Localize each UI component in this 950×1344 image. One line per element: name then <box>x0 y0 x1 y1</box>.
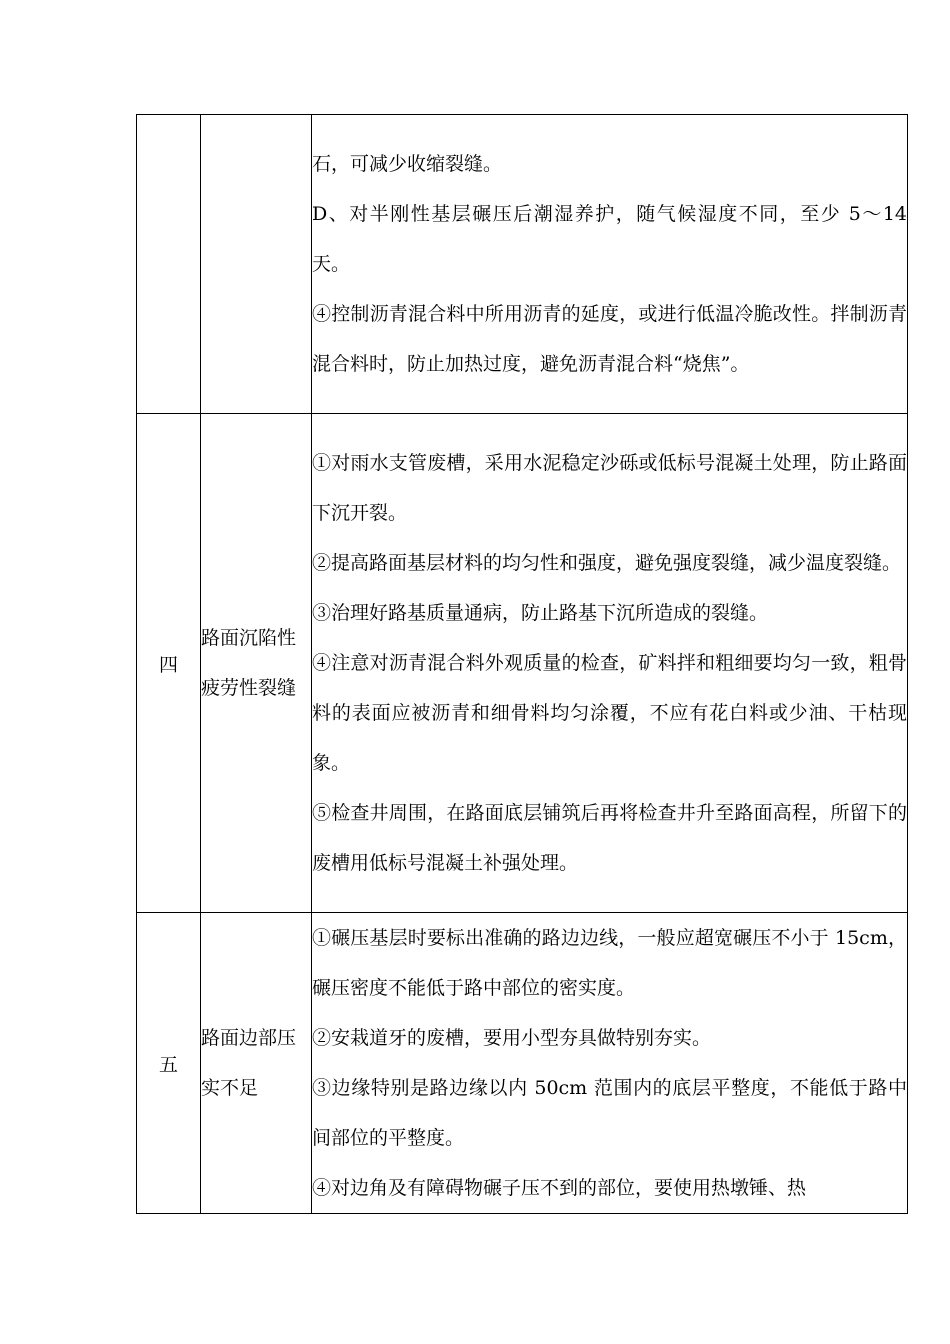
row-number: 五 <box>137 913 201 1214</box>
content-paragraph: ④对边角及有障碍物碾子压不到的部位，要使用热墩锤、热 <box>312 1177 807 1199</box>
content-paragraph: ①碾压基层时要标出准确的路边边线，一般应超宽碾压不小于 15cm，碾压密度不能低于路中部位的密实度。 <box>312 927 907 999</box>
content-paragraph: ③边缘特别是路边缘以内 50cm 范围内的底层平整度，不能低于路中间部位的平整度。 <box>312 1077 907 1149</box>
row-title: 路面边部压实不足 <box>201 913 312 1214</box>
content-paragraph: ⑤检查井周围，在路面底层铺筑后再将检查井升至路面高程，所留下的废槽用低标号混凝土补强处理。 <box>312 802 907 874</box>
table-row <box>137 913 908 1214</box>
table-row <box>137 414 908 913</box>
table-row <box>137 115 908 414</box>
content-paragraph: ④控制沥青混合料中所用沥青的延度，或进行低温冷脆改性。拌制沥青混合料时，防止加热过度，避免沥青混合料“烧焦”。 <box>312 303 907 375</box>
content-paragraph: ②提高路面基层材料的均匀性和强度，避免强度裂缝，减少温度裂缝。 <box>312 552 902 574</box>
content-paragraph: ①对雨水支管废槽，采用水泥稳定沙砾或低标号混凝土处理，防止路面下沉开裂。 <box>312 452 907 524</box>
content-paragraph: ③治理好路基质量通病，防止路基下沉所造成的裂缝。 <box>312 602 769 624</box>
row-content <box>312 913 908 1214</box>
row-number <box>137 115 201 414</box>
row-title <box>201 115 312 414</box>
content-paragraph: 石，可减少收缩裂缝。 <box>312 153 503 175</box>
row-content <box>312 414 908 913</box>
measures-table <box>136 114 908 1214</box>
content-paragraph: D、对半刚性基层碾压后潮湿养护，随气候湿度不同，至少 5～14 天。 <box>312 203 907 275</box>
content-paragraph: ④注意对沥青混合料外观质量的检查，矿料拌和粗细要均匀一致，粗骨料的表面应被沥青和细骨料均匀涂覆，不应有花白料或少油、干枯现象。 <box>312 652 907 774</box>
row-number: 四 <box>137 414 201 913</box>
row-content <box>312 115 908 414</box>
content-paragraph: ②安栽道牙的废槽，要用小型夯具做特别夯实。 <box>312 1027 712 1049</box>
row-title: 路面沉陷性疲劳性裂缝 <box>201 414 312 913</box>
